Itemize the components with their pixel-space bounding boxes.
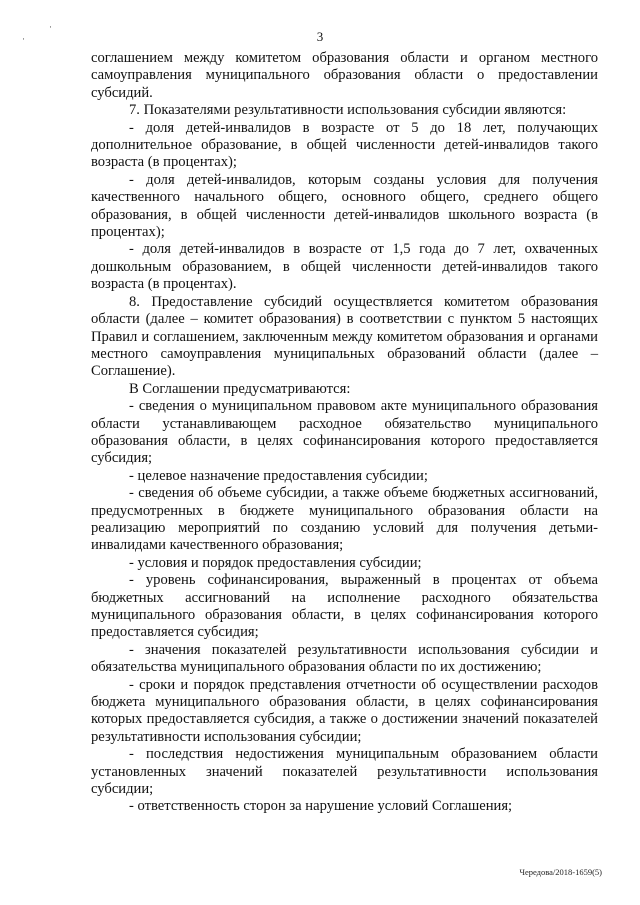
paragraph: соглашением между комитетом образования области и органом местного самоуправления муниципального образования области о предоставлении субсидий. — [91, 50, 598, 101]
list-item: - сведения об объеме субсидии, а также объеме бюджетных ассигнований, предусмотренных в бюджете муниципального образования области на реализацию мероприятий по созданию условий для получения детьми-инвалидами качественного образования; — [91, 485, 598, 554]
list-item: - уровень софинансирования, выраженный в процентах от объема бюджетных ассигнований на исполнение расходного обязательства муниципального образования области, в целях софинансирования которого предоставляется субсидия; — [91, 572, 598, 641]
list-item: - ответственность сторон за нарушение условий Соглашения; — [129, 798, 513, 815]
scan-mark: · — [22, 34, 25, 44]
footer-document-code: Чередова/2018-1659(5) — [519, 867, 602, 877]
scan-mark: · — [49, 22, 52, 32]
list-item: - последствия недостижения муниципальным образованием области установленных значений показателей результативности использования субсидии; — [91, 746, 598, 798]
list-item: - сведения о муниципальном правовом акте муниципального образования области устанавливающем расходное обязательство муниципального образования области, в целях софинансирования которого предоставляется субсидия; — [91, 398, 598, 467]
document-body — [91, 50, 598, 816]
list-item: - доля детей-инвалидов в возрасте от 1,5 года до 7 лет, охваченных дошкольным образованием, в общей численности детей-инвалидов такого возраста (в процентах). — [91, 241, 598, 293]
list-item: - доля детей-инвалидов, которым созданы условия для получения качественного начального общего, основного общего, среднего общего образования, в общей численности детей-инвалидов школьного возраста (в процентах); — [91, 171, 598, 241]
paragraph: 7. Показателями результативности использования субсидии являются: — [129, 102, 567, 119]
list-item: - сроки и порядок представления отчетности об осуществлении расходов бюджета муниципального образования области, в целях софинансирования которых предоставляется субсидия, а также о достижении значений показателей результативности использования субсидии; — [91, 676, 598, 745]
paragraph: В Соглашении предусматриваются: — [129, 380, 351, 397]
paragraph: 8. Предоставление субсидий осуществляется комитетом образования области (далее – комитет образования) в соответствии с пунктом 5 настоящих Правил и соглашением, заключенным между комитетом образования и органами местного самоуправления муниципальных образований области (далее – Соглашение). — [91, 293, 598, 380]
list-item: - значения показателей результативности использования субсидии и обязательства муниципального образования области по их достижению; — [91, 641, 598, 676]
list-item: - условия и порядок предоставления субсидии; — [129, 554, 422, 571]
list-item: - целевое назначение предоставления субсидии; — [129, 467, 428, 484]
page-number: 3 — [316, 29, 324, 44]
list-item: - доля детей-инвалидов в возрасте от 5 до 18 лет, получающих дополнительное образование, в общей численности детей-инвалидов такого возраста (в процентах); — [91, 119, 598, 171]
